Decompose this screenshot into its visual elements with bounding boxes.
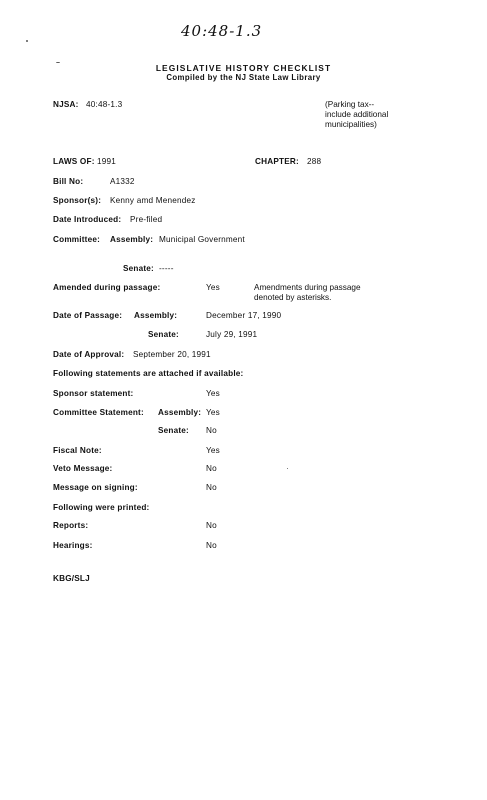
side-note: (Parking tax-- include additional municipalities) [325, 100, 389, 129]
committee-statement-senate-label: Senate: [158, 426, 189, 435]
chapter-label: CHAPTER: [255, 157, 299, 166]
committee-assembly-value: Municipal Government [159, 235, 245, 244]
date-of-approval-label: Date of Approval: [53, 350, 125, 359]
initials: KBG/SLJ [53, 574, 90, 583]
amended-label: Amended during passage: [53, 283, 161, 292]
message-on-signing-label: Message on signing: [53, 483, 138, 492]
reports-label: Reports: [53, 521, 89, 530]
committee-statement-label: Committee Statement: [53, 408, 144, 417]
committee-statement-assembly-label: Assembly: [158, 408, 202, 417]
committee-senate-value: ----- [159, 264, 174, 273]
veto-message-value: No [206, 464, 217, 473]
laws-of-label: LAWS OF: [53, 157, 95, 166]
passage-senate-label: Senate: [148, 330, 179, 339]
hearings-value: No [206, 541, 217, 550]
sponsor-statement-value: Yes [206, 389, 220, 398]
sponsors-label: Sponsor(s): [53, 196, 102, 205]
passage-senate-value: July 29, 1991 [206, 330, 258, 339]
date-introduced-value: Pre-filed [130, 215, 163, 224]
fiscal-note-value: Yes [206, 446, 220, 455]
sponsor-statement-label: Sponsor statement: [53, 389, 134, 398]
statements-header: Following statements are attached if available: [53, 369, 244, 378]
committee-assembly-label: Assembly: [110, 235, 154, 244]
committee-statement-senate-value: No [206, 426, 217, 435]
committee-statement-assembly-value: Yes [206, 408, 220, 417]
bill-no-label: Bill No: [53, 177, 84, 186]
page-subtitle: Compiled by the NJ State Law Library [166, 73, 321, 82]
date-of-approval-value: September 20, 1991 [133, 350, 211, 359]
amended-note: Amendments during passage denoted by asterisks. [254, 283, 361, 302]
hearings-label: Hearings: [53, 541, 93, 550]
njsa-label: NJSA: [53, 100, 79, 109]
passage-assembly-label: Assembly: [134, 311, 178, 320]
date-introduced-label: Date Introduced: [53, 215, 122, 224]
chapter-value: 288 [307, 157, 322, 166]
sponsors-value: Kenny amd Menendez [110, 196, 196, 205]
page-title: LEGISLATIVE HISTORY CHECKLIST [155, 63, 332, 73]
printed-header: Following were printed: [53, 503, 150, 512]
date-of-passage-label: Date of Passage: [53, 311, 123, 320]
bill-no-value: A1332 [110, 177, 135, 186]
committee-label: Committee: [53, 235, 101, 244]
message-on-signing-value: No [206, 483, 217, 492]
passage-assembly-value: December 17, 1990 [206, 311, 282, 320]
fiscal-note-label: Fiscal Note: [53, 446, 102, 455]
scan-speck [287, 468, 288, 469]
amended-value: Yes [206, 283, 220, 292]
scan-speck [26, 40, 28, 42]
committee-senate-label: Senate: [123, 264, 154, 273]
njsa-value: 40:48-1.3 [86, 100, 123, 109]
veto-message-label: Veto Message: [53, 464, 113, 473]
reports-value: No [206, 521, 217, 530]
handwritten-citation: 40:48-1.3 [181, 22, 263, 40]
laws-of-value: 1991 [97, 157, 117, 166]
